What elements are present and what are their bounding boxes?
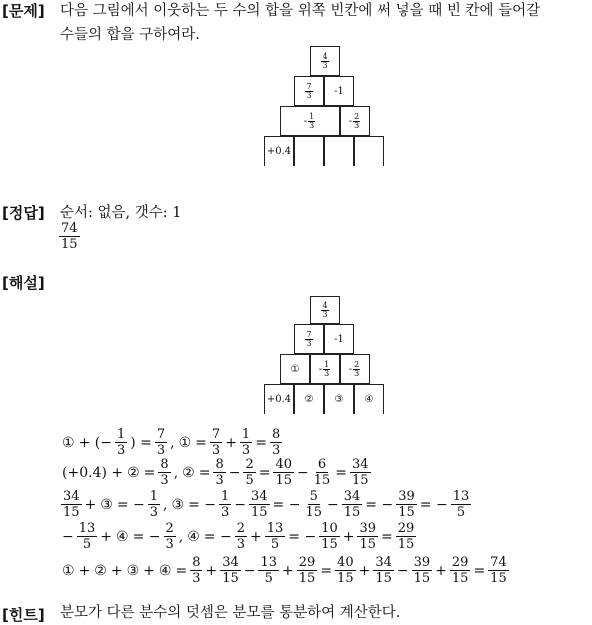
pyramid-bottom-cell-2 xyxy=(294,136,324,166)
problem-line-2: 수들의 합을 구하여라. xyxy=(60,27,200,43)
hint-tag: [힌트] xyxy=(2,606,45,624)
math-line-4: − $\frac{13}{5}$ + ④ = − $\frac{2}{3}$ , ④ = − $\frac{2}{3}$ + $\frac{13}{5}$ = − $\frac{10}{15}$ + $\frac{39}{15}$ = $\frac{29}{15}$ xyxy=(62,521,415,552)
exp-bottom-cell-1: +0.4 xyxy=(264,384,294,414)
pyramid-row3-cell-1: - $\frac{1}{3}$ xyxy=(280,106,340,136)
exp-row2-cell-2: -1 xyxy=(324,324,354,354)
math-line-5: ① + ② + ③ + ④ = $\frac{8}{3}$ + $\frac{34}{15}$ − $\frac{13}{5}$ + $\frac{29}{15}$ = $\frac{40}{15}$ + $\frac{34}{15}$ − $\frac{39}{15}$ + $\frac{29}{15}$ = $\frac{74}{15}$ xyxy=(62,555,507,586)
math-line-1: ① + (− $\frac{1}{3}$ ) = $\frac{7}{3}$ , ① = $\frac{7}{3}$ + $\frac{1}{3}$ = $\frac{8}{3}$ xyxy=(62,427,281,458)
exp-bottom-cell-3: ③ xyxy=(324,384,354,414)
exp-row3-cell-2: - $\frac{1}{3}$ xyxy=(310,354,340,384)
pyramid-bottom-cell-1: +0.4 xyxy=(264,136,294,166)
math-line-2: (+0.4) + ② = $\frac{8}{3}$ , ② = $\frac{8}{3}$ − $\frac{2}{5}$ = $\frac{40}{15}$ − $\frac{6}{15}$ = $\frac{34}{15}$ xyxy=(62,457,369,488)
answer-tag: [정답] xyxy=(2,204,45,222)
exp-top-cell: $\frac{4}{3}$ xyxy=(310,296,340,324)
pyramid-row3-cell-2: - $\frac{2}{3}$ xyxy=(340,106,370,136)
problem-tag: [문제] xyxy=(2,2,45,20)
answer-text: 순서: 없음, 갯수: 1 xyxy=(60,205,182,221)
explanation-tag: [해설] xyxy=(2,274,45,292)
pyramid-top-cell: $\frac{4}{3}$ xyxy=(310,46,340,76)
pyramid-bottom-cell-3 xyxy=(324,136,354,166)
pyramid-bottom-cell-4 xyxy=(354,136,384,166)
math-line-3: $\frac{34}{15}$ + ③ = − $\frac{1}{3}$ , ③ = − $\frac{1}{3}$ − $\frac{34}{15}$ = − $\frac{5}{15}$ − $\frac{34}{15}$ = − $\frac{39}{15}$ = − $\frac{13}{5}$ xyxy=(63,489,470,520)
exp-bottom-cell-2: ② xyxy=(294,384,324,414)
exp-bottom-cell-4: ④ xyxy=(354,384,384,414)
answer-fraction: $\frac{74}{15}$ xyxy=(61,221,78,252)
hint-text: 분모가 다른 분수의 덧셈은 분모를 통분하여 계산한다. xyxy=(60,605,401,621)
pyramid-row2-cell-1: $\frac{7}{3}$ xyxy=(294,76,324,106)
pyramid-row2-cell-2: -1 xyxy=(324,76,354,106)
exp-row2-cell-1: $\frac{7}{3}$ xyxy=(294,324,324,354)
problem-line-1: 다음 그림에서 이웃하는 두 수의 합을 위쪽 빈칸에 써 넣을 때 빈 칸에 들어갈 xyxy=(60,3,541,19)
exp-row3-cell-1: ① xyxy=(280,354,310,384)
exp-row3-cell-3: - $\frac{2}{3}$ xyxy=(340,354,370,384)
